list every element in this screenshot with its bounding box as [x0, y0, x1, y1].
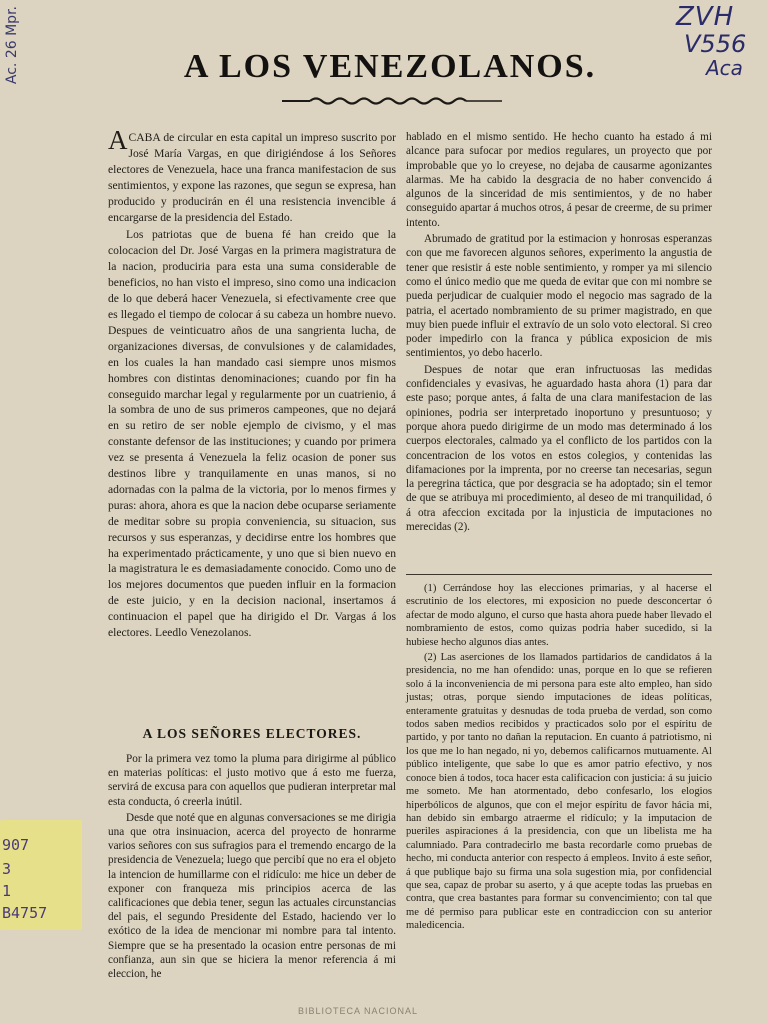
sticker-line-1: 907 — [2, 836, 30, 854]
letter-paragraph-2: Desde que noté que en algunas conversaciones se me dirigia una que otra insinuacion, acerca del proyecto de honrarme varios señores con sus sufragios para el tremendo encargo de la presidencia de Venezuela; luego que percibí que no era el objeto la intencion de humillarme con el ridículo: me hice un deber de exponer con franqueza mis principios acerca de las calificaciones que debia tener, segun las actuales circunstancias del pais, el segundo Presidente del Estado, haciendo ver lo exótico de la idea de mencionar mi nombre para tal intento. Siempre que se ha presentado la ocasion entre personas de mi confianza, aun sin que se hiciera la menor referencia á mi eleccion, he — [108, 811, 396, 981]
letter-column-left — [108, 752, 396, 983]
shelfmark-annotation-2: V556 — [684, 30, 747, 58]
page-title: A LOS VENEZOLANOS. — [183, 48, 597, 85]
footnote-1: (1) Cerrándose hoy las elecciones primarias, y al hacerse el escrutinio de los electores, mi exposicion no puede desconcertar ó afectar de modo alguno, el curso que hasta ahora puede haber llevado el nombramiento de estos, como quizas podria haber sucedido, si la hubiese hecho algunos dias antes. — [406, 583, 712, 648]
sticker-line-2: 3 — [2, 860, 12, 878]
intro-paragraph-2: Los patriotas que de buena fé han creido que la colocacion del Dr. José Vargas en la primera magistratura de la nacion, produciria para esta una suma considerable de beneficios, no han visto el impreso, sino como una indicacion de lo que deberá hacer Venezuela, si efectivamente cree que es llegado el tiempo de colocar á su cabeza un hombre nuevo. Despues de veinticuatro años de una sangrienta lucha, de organizaciones diversas, de convulsiones y de calamidades, en los cuales la han mandado casi siempre unos mismos hombres con distintas denominaciones; cuando por fin ha conseguido marchar legal y regularmente por un cuatrienio, á la sombra de uno de sus primeros campeones, que no dejará en su retiro de ser noble ejemplo de civismo, y el mas constante defensor de las instituciones; y cuando por primera vez se presenta á Venezuela la feliz ocasion de poner sus destinos libre y tranquilamente en unas manos, si no adornadas con la palma de la victoria, por lo menos firmes y puras: ahora, ahora es que la nacion debe ocuparse seriamente de meditar sobre su propia conveniencia, su situacion, sus recursos y sus esperanzas, y decidirse entre los hombres que ha experimentado prácticamente, y uno que si bien nuevo en la magistratura le es demasiadamente conocido. Como uno de los mejores documentos que pueden influir en la formacion de este juicio, y en la decision nacional, insertamos á continuacion el papel que ha dirigido el Dr. Vargas á los electores. Leedlo Venezolanos. — [108, 228, 396, 640]
letter-paragraph-1: Por la primera vez tomo la pluma para dirigirme al público en materias políticas: el justo motivo que á esto me fuerza, servirá de excusa para con aquellos que pudieran interpretar mal esta conducta, ó creerla inútil. — [108, 753, 396, 808]
letter-paragraph-4: Abrumado de gratitud por la estimacion y honrosas esperanzas con que me favorecen algunos señores, experimento la angustia de tener que resistir á este noble sentimiento, y romper ya mi silencio como el único medio que me queda de evitar que con mi nombre se pueda perjudicar de cualquier modo el negocio mas sagrado de la patria, el acertado nombramiento de su primer magistrado, en que muy bien puede influir el extravío de un solo voto electoral. Si creo poder impedirlo con la franca y pública exposicion de mis sentimientos, yo debo hacerlo. — [406, 233, 712, 360]
library-sticker — [0, 820, 82, 930]
intro-paragraph-1 — [108, 125, 396, 225]
margin-annotation: Ac. 26 Mpr. — [4, 6, 20, 85]
drop-cap: A — [108, 125, 128, 155]
ornamental-rule — [282, 96, 502, 106]
shelfmark-annotation-1: ZVH — [676, 2, 735, 32]
intro-paragraph-1-text: CABA de circular en esta capital un impreso suscrito por José María Vargas, en que dirigiéndose á los Señores electores de Venezuela, hace una franca manifestacion de sus sentimientos, y expone las razones, que segun se expresa, han producido y producirán en él una resistencia invencible á encargarse de la presidencia del Estado. — [108, 131, 396, 224]
footnotes — [406, 582, 712, 935]
library-stamp: BIBLIOTECA NACIONAL — [298, 1006, 419, 1016]
intro-column — [108, 125, 396, 643]
letter-heading: A LOS SEÑORES ELECTORES. — [142, 726, 362, 741]
letter-paragraph-3: hablado en el mismo sentido. He hecho cuanto ha estado á mi alcance para sufocar por medios regulares, un proyecto que por improbable que yo lo creyese, no dejaba de causarme agonizantes alarmas. Me ha cabido la desgracia de no haber convencido á algunos de la sinceridad de mis sentimientos, y de no haber conseguido apartar á muchos otros, á pesar de creerme, de su primer intento. — [406, 131, 712, 229]
letter-column-right — [406, 130, 712, 536]
shelfmark-annotation-3: Aca — [706, 56, 743, 80]
sticker-line-3: 1 — [2, 882, 12, 900]
sticker-line-4: B4757 — [2, 904, 48, 922]
footnote-divider — [406, 574, 712, 575]
letter-paragraph-5: Despues de notar que eran infructuosas las medidas confidenciales y evasivas, he aguardado hasta ahora (1) para dar este paso; porque antes, á falta de una clara manifestacion de las opiniones, podria ser interpretado inoportuno y presuntuoso; y porque ahora puedo dirigirme de un modo mas determinado á los cuerpos electorales, calmado ya el conflicto de los partidos con la concentracion de los votos en estos colegios, y contenidas las difamaciones por la imprenta, por no creerse tan necesarias, segun la peregrina táctica, que por desgracia se ha adoptado; sin el temor de que se atribuya mi procedimiento, al deseo de mi tranquilidad, ó á otra afeccion excitada por la injusticia de imputaciones no merecidas (2). — [406, 363, 712, 534]
footnote-2: (2) Las aserciones de los llamados partidarios de candidatos á la presidencia, no me han ofendido: unas, porque en lo que se refieren solo á la inconveniencia de mi persona para este alto empleo, han sido justas; otras, porque siendo imputaciones de ideas políticas, enteramente gratuitas y desnudas de toda prueba de verdad, son como todos saben medios recibidos y practicados solo por el espíritu de partido, y por tanto no dañan la reputacion. En cuanto á patriotismo, ni los que me lo han negado, ni yo, debemos calificarnos mutuamente. Al público inteligente, que sabe lo que es amor patrio efectivo, y nos conoce bien á todos, toca hacer esta calificacion con justicia: á su juicio me someto. Me han atormentado, debo confesarlo, los elogios hiperbólicos de algunos, que con el mejor espíritu de favor hácia mi, han debido sin embargo atraerme el ridículo; y la imputacion de pueriles aspiraciones á la presidencia, con que un libelista me ha calumniado. Para contradecirlo me basta recordarle como pruebas de hecho, mi conducta anterior con respecto á empleos. Invito á este señor, á que publique bajo su firma una sola sugestion mia, por confidencial que sea, capaz de probar su aserto, y á que acepte todas las pruebas en contra, que crea bastantes para formar su convencimiento; con tal que me dé permiso para publicar este en contradiccion con su anterior maledicencia. — [406, 652, 712, 932]
